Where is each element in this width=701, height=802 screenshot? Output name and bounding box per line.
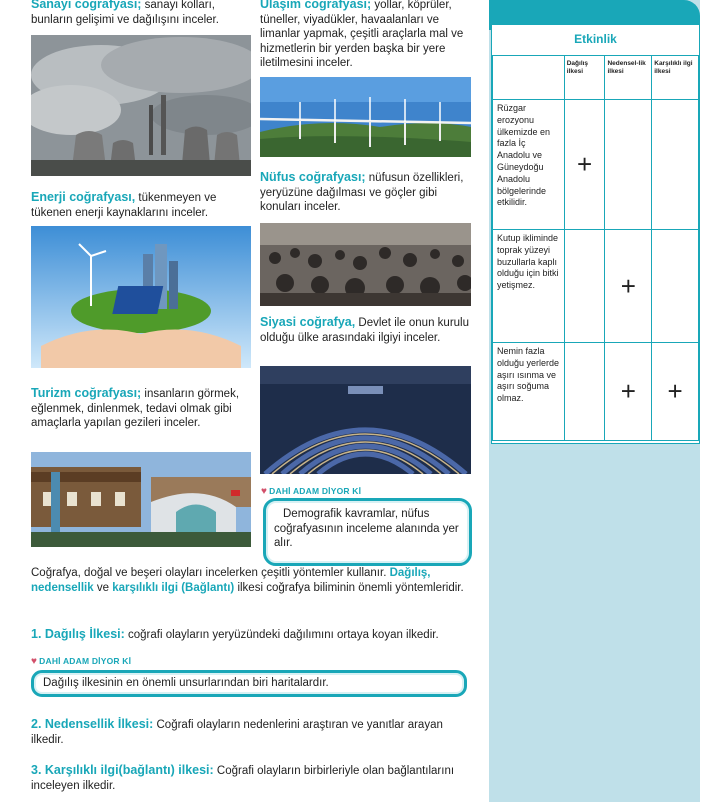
- intro-paragraph: [31, 566, 471, 595]
- activity-row: [493, 343, 699, 441]
- industry-photo: [31, 35, 251, 176]
- activity-row-3-text: Nemin fazla olduğu yerlerde aşırı ısınma ve aşırı soğuma olmaz.: [493, 343, 565, 441]
- intro-part1: Coğrafya, doğal ve beşeri olayları incelerken çeşitli yöntemler kullanır.: [31, 567, 390, 579]
- siyasi-section: [260, 315, 474, 345]
- sanayi-title: Sanayi coğrafyası;: [31, 0, 142, 11]
- intro-part3: ilkesi coğrafya biliminin önemli yöntemleridir.: [234, 581, 464, 594]
- activity-row-2-mark-nedensellik: +: [605, 230, 652, 343]
- intro-keyword-1: Dağılış, nedensellik: [31, 567, 431, 594]
- nufus-text: nüfusun özellikleri, yeryüzüne dağılması ve göçler gibi konuları inceler.: [260, 172, 464, 213]
- activity-row: [493, 230, 699, 343]
- enerji-title: Enerji coğrafyası,: [31, 190, 136, 204]
- activity-header-karsilikli: Karşılıklı ilgi ilkesi: [652, 56, 699, 100]
- enerji-section: [31, 190, 251, 220]
- principle-interrelation: [31, 763, 471, 793]
- activity-row-2-mark-dagilis: [564, 230, 605, 343]
- enerji-text: tükenmeyen ve tükenen enerji kaynaklarını inceler.: [31, 192, 217, 219]
- energy-hands-photo: [31, 226, 251, 368]
- activity-row-3-mark-nedensellik: +: [605, 343, 652, 441]
- activity-header-blank: [493, 56, 565, 100]
- sanayi-text: sanayi kolları, bunların gelişimi ve dağılışını inceler.: [31, 0, 219, 26]
- activity-row-1-mark-karsilikli: [652, 100, 699, 230]
- siyasi-title: Siyasi coğrafya,: [260, 315, 356, 329]
- bulb-icon: ♥: [261, 486, 268, 497]
- activity-sidebar: [489, 0, 700, 802]
- principle-causality: [31, 717, 471, 747]
- nufus-section: [260, 170, 474, 215]
- principle-1-text: coğrafi olayların yeryüzündeki dağılımını ortaya koyan ilkedir.: [124, 629, 439, 641]
- sanayi-section: [31, 0, 251, 27]
- nufus-title: Nüfus coğrafyası;: [260, 170, 366, 184]
- note1-box: [263, 498, 472, 566]
- note2-box: [31, 670, 467, 697]
- intro-part2: ve: [93, 581, 113, 594]
- turizm-title: Turizm coğrafyası;: [31, 386, 142, 400]
- ulasim-section: [260, 0, 474, 71]
- activity-table: [492, 55, 699, 441]
- note1-title: DAHİ ADAM DİYOR Kİ: [269, 486, 362, 496]
- turizm-section: [31, 386, 253, 431]
- note1-text: Demografik kavramlar, nüfus coğrafyasının inceleme alanında yer alır.: [274, 508, 459, 549]
- activity-row: [493, 100, 699, 230]
- activity-row-1-text: Rüzgar erozyonu ülkemizde en fazla İç Anadolu ve Güneydoğu Anadolu bölgelerinde etkilidir.: [493, 100, 565, 230]
- bulb-icon: ♥: [31, 656, 38, 667]
- activity-row-3-mark-karsilikli: +: [652, 343, 699, 441]
- note2-text: Dağılış ilkesinin en önemli unsurlarından biri haritalardır.: [43, 677, 329, 689]
- parliament-photo: [260, 366, 471, 474]
- principle-2-text: Coğrafi olayların nedenlerini araştıran ve yanıtlar arayan ilkedir.: [31, 719, 443, 746]
- activity-row-3-mark-dagilis: [564, 343, 605, 441]
- activity-row-1-mark-nedensellik: [605, 100, 652, 230]
- intro-keyword-2: karşılıklı ilgi (Bağlantı): [112, 581, 235, 594]
- activity-panel: [491, 24, 700, 444]
- ulasim-title: Ulaşım coğrafyası;: [260, 0, 372, 11]
- activity-row-2-mark-karsilikli: [652, 230, 699, 343]
- ulasim-text: yollar, köprüler, tüneller, viyadükler, havaalanları ve limanlar yapmak, çeşitli araçlarla mal ve hizmetlerin bir yerden başka bir yere iletilmesini inceler.: [260, 0, 464, 69]
- principle-3-title: 3. Karşılıklı ilgi(bağlantı) ilkesi:: [31, 763, 214, 777]
- note1-heading: [261, 486, 361, 497]
- note2-heading: [31, 656, 131, 667]
- note2-title: DAHİ ADAM DİYOR Kİ: [39, 656, 132, 666]
- activity-header-dagilis: Dağılış ilkesi: [564, 56, 605, 100]
- crowd-photo: [260, 223, 471, 306]
- activity-row-2-text: Kutup ikliminde toprak yüzeyi buzullarla kaplı olduğu için bitki yetişmez.: [493, 230, 565, 343]
- activity-header-nedensellik: Nedensel-lik ilkesi: [605, 56, 652, 100]
- tourism-photo: [31, 452, 251, 547]
- viaduct-photo: [260, 77, 471, 157]
- siyasi-text: Devlet ile onun kurulu olduğu ülke arasındaki ilgiyi inceler.: [260, 317, 469, 344]
- turizm-text: insanların görmek, eğlenmek, dinlenmek, tedavi olmak gibi amaçlarla yapılan gezileri inceler.: [31, 388, 240, 429]
- activity-title: Etkinlik: [574, 32, 617, 46]
- principle-distribution: [31, 627, 476, 643]
- activity-row-1-mark-dagilis: +: [564, 100, 605, 230]
- principle-1-title: 1. Dağılış İlkesi:: [31, 627, 125, 641]
- principle-2-title: 2. Nedensellik İlkesi:: [31, 717, 154, 731]
- principle-3-text: Coğrafi olayların birbirleriyle olan bağlantılarını inceleyen ilkedir.: [31, 765, 455, 792]
- activity-header-row: [493, 56, 699, 100]
